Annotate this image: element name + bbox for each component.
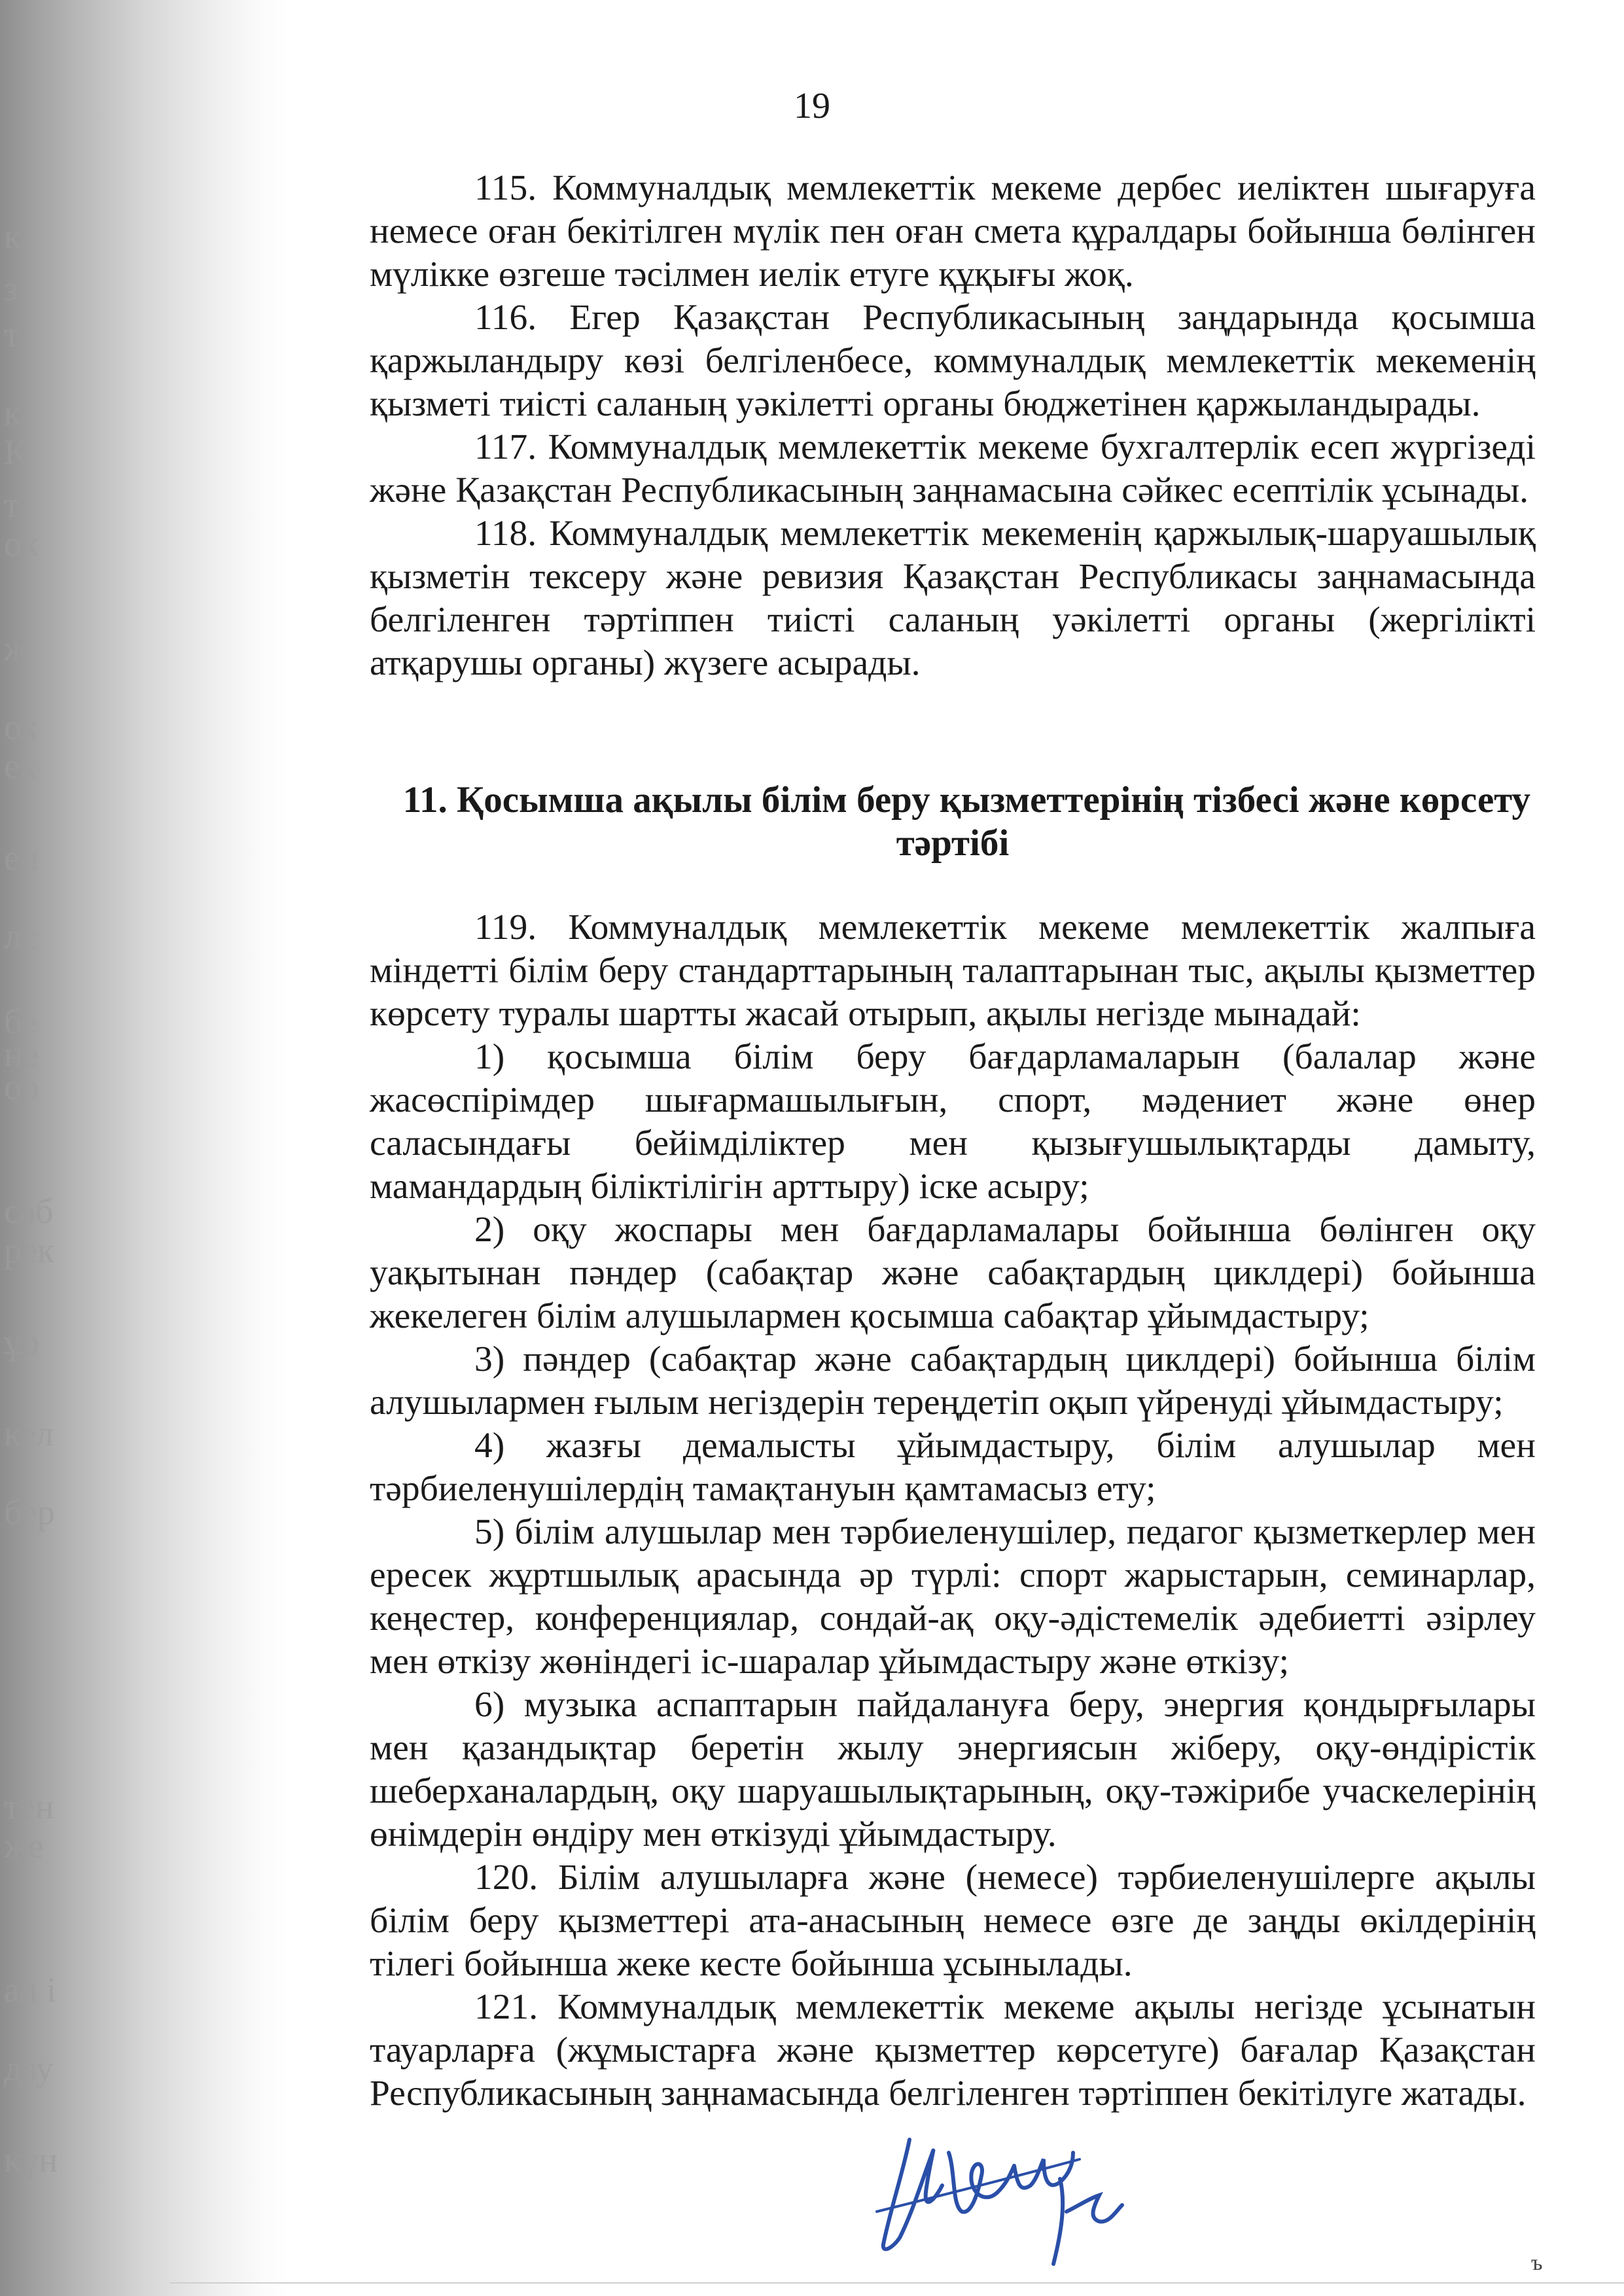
bottom-edge-line xyxy=(170,2282,1624,2284)
bleed-through-text: ал і xyxy=(4,1970,56,2009)
bleed-through-text: з xyxy=(4,269,18,308)
bleed-through-text: ен xyxy=(4,838,39,877)
bleed-through-text: ж xyxy=(4,629,29,668)
paragraph: 120. Білім алушыларға және (немесе) тәрбиеленушілерге ақылы білім беру қызметтері ата-анасының немесе өзге де заңды өкілдерінің тілегі бойынша жеке кесте бойынша ұсынылады. xyxy=(370,1858,1536,1984)
page-number: 19 xyxy=(794,86,830,126)
paragraph: 6) музыка аспаптарын пайдалануға беру, энергия қондырғылары мен қазандықтар беретін жылу энергиясын жіберу, оқу-өндірістік шеберханалардың, оқу шаруашылықтарының, оқу-тәжірибе учаскелерінің өнімдерін өндіру мен өткізуді ұйымдастыру. xyxy=(370,1685,1536,1854)
section-heading-line1: 11. Қосымша ақылы білім беру қызметтерінің тізбесі және көрсету xyxy=(402,779,1530,821)
bleed-through-text: же xyxy=(4,1826,44,1865)
paragraph: 115. Коммуналдық мемлекеттік мекеме дербес иеліктен шығаруға немесе оған бекітілген мүлік пен оған смета құралдары бойынша бөлінген мүлікке өзгеше тәсілмен иелік етуге құқығы жоқ. xyxy=(370,168,1536,294)
paragraph: 119. Коммуналдық мемлекеттік мекеме мемлекеттік жалпыға міндетті білім беру стандарттарының талаптарынан тыс, ақылы қызметтер көрсету туралы шартты жасай отырып, ақылы негізде мынадай: xyxy=(370,908,1536,1034)
bleed-through-text: т xyxy=(4,315,20,354)
bleed-through-text: ек xyxy=(4,747,37,786)
paragraphs-top xyxy=(370,167,1536,685)
bleed-through-text: кел xyxy=(4,1414,54,1453)
paragraph: 121. Коммуналдық мемлекеттік мекеме ақылы негізде ұсынатын тауарларға (жұмыстарға және қызметтер көрсетуге) бағалар Қазақстан Республикасының заңнамасында белгіленген тәртіппен бекітілуге жатады. xyxy=(370,1987,1536,2113)
bleed-through-text: ұр xyxy=(4,1322,39,1362)
section-heading-line2: тәртібі xyxy=(896,822,1010,864)
paragraph: 3) пәндер (сабақтар және сабақтардың циклдері) бойынша білім алушылармен ғылым негіздерін тереңдетіп оқып үйренуді ұйымдастыру; xyxy=(370,1339,1536,1422)
paragraph: 2) оқу жоспары мен бағдарламалары бойынша бөлінген оқу уақытынан пәндер (сабақтар және сабақтардың циклдері) бойынша жекелеген білім алушылармен қосымша сабақтар ұйымдастыру; xyxy=(370,1210,1536,1336)
bleed-through-text: рек xyxy=(4,1231,55,1270)
bleed-through-text: к xyxy=(4,393,22,433)
bleed-through-text: бе xyxy=(4,1002,37,1041)
bleed-through-text: ор xyxy=(4,1067,39,1106)
paragraph: 116. Егер Қазақстан Республикасының заңдарында қосымша қаржыландыру көзі белгіленбесе, коммуналдық мемлекеттік мекеменің қызметі тиісті саланың уәкілетті органы бюджетінен қаржыландырады. xyxy=(370,298,1536,424)
bleed-through-text: сәб xyxy=(4,1192,54,1231)
bleed-through-text: тен xyxy=(4,1787,54,1826)
paragraph: 117. Коммуналдық мемлекеттік мекеме бухгалтерлік есеп жүргізеді және Қазақстан Республикасының заңнамасына сәйкес есептілік ұсынады. xyxy=(370,427,1536,510)
bleed-through-text: ок xyxy=(4,524,39,563)
paragraph: 1) қосымша білім беру бағдарламаларын (балалар және жасөспірімдер шығармашылығын, спорт, мәдениет және өнер саласындағы бейімділіктер мен қызығушылықтарды дамыту, мамандардың біліктілігін арттыру) іске асыру; xyxy=(370,1037,1536,1207)
paragraph: 5) білім алушылар мен тәрбиеленушілер, педагог қызметкерлер мен ересек жұртшылық арасында әр түрлі: спорт жарыстарын, семинарлар, кеңестер, конференциялар, сондай-ақ оқу-әдістемелік әдебиетті әзірлеу мен өткізу жөніндегі іс-шаралар ұйымдастыру және өткізу; xyxy=(370,1512,1536,1682)
bleed-through-text: бер xyxy=(4,1492,55,1532)
paragraphs-bottom xyxy=(370,906,1536,2115)
bleed-through-text: ох xyxy=(4,707,39,747)
bleed-through-text: к xyxy=(4,217,22,256)
handwritten-signature xyxy=(864,2113,1165,2270)
bleed-through-text: К xyxy=(4,433,28,472)
bleed-through-text: т xyxy=(4,485,20,524)
bleed-through-text: күн xyxy=(4,2140,58,2180)
corner-mark: ъ xyxy=(1531,2251,1543,2275)
section-heading xyxy=(370,779,1536,865)
paragraph: 4) жазғы демалысты ұйымдастыру, білім алушылар мен тәрбиеленушілердің тамақтануын қамтамасыз ету; xyxy=(370,1426,1536,1509)
paragraph: 118. Коммуналдық мемлекеттік мекеменің қаржылық-шаруашылық қызметін тексеру және ревизия Қазақстан Республикасы заңнамасында белгіленген тәртіппен тиісті саланың уәкілетті органы (жергілікті атқарушы органы) жүзеге асырады. xyxy=(370,514,1536,683)
bleed-through-text: лс xyxy=(4,917,37,956)
bleed-through-text: дау xyxy=(4,2049,54,2088)
bleed-through-text: не xyxy=(4,1034,39,1074)
